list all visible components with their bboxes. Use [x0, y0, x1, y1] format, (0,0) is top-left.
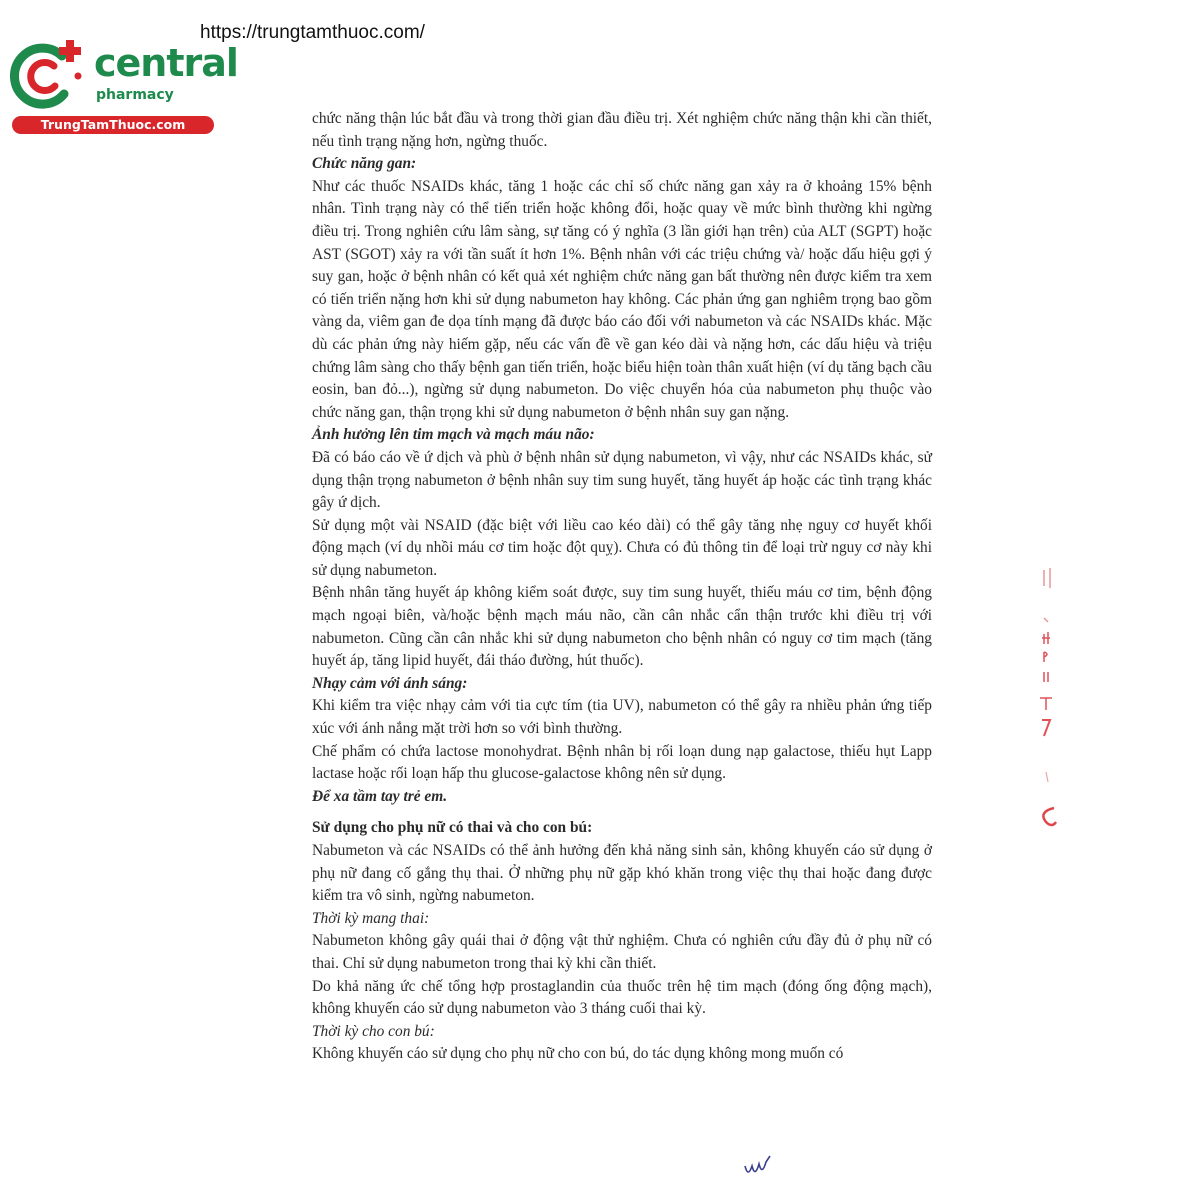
heading-photosensitivity: Nhạy cảm với ánh sáng: [312, 674, 468, 692]
paragraph-cardio-1: Đã có báo cáo về ứ dịch và phù ở bệnh nhân sử dụng nabumeton, vì vậy, như các NSAIDs khác, sử dụng thận trọng nabumeton ở bệnh nhân suy tim sung huyết, tăng huyết áp hoặc các tình trạng khác gây ứ dịch. [312, 448, 932, 512]
logo-banner: TrungTamThuoc.com [12, 116, 214, 134]
paragraph-pregnancy-1: Nabumeton và các NSAIDs có thể ảnh hưởng đến khả năng sinh sản, không khuyến cáo sử dụng ở phụ nữ đang cố gắng thụ thai. Ở những phụ nữ gặp khó khăn trong việc thụ thai hoặc đang được kiểm tra vô sinh, ngừng nabumeton. [312, 842, 932, 905]
paragraph-lactose: Chế phẩm có chứa lactose monohydrat. Bệnh nhân bị rối loạn dung nạp galactose, thiếu hụt Lapp lactase hoặc rối loạn hấp thu glucose-galactose không nên sử dụng. [312, 742, 932, 783]
paragraph-lactation: Không khuyến cáo sử dụng cho phụ nữ cho con bú, do tác dụng không mong muốn có [312, 1045, 844, 1063]
section-gap [312, 808, 932, 817]
pharmacy-c-cross-icon [8, 36, 92, 116]
heading-cardiovascular: Ảnh hưởng lên tim mạch và mạch máu não: [312, 426, 595, 444]
source-url[interactable]: https://trungtamthuoc.com/ [200, 22, 425, 43]
paragraph-pregnancy-3: Do khả năng ức chế tổng hợp prostaglandin của thuốc trên hệ tim mạch (đóng ống động mạch), không khuyến cáo sử dụng nabumeton vào 3 tháng cuối thai kỳ. [312, 977, 932, 1018]
heading-liver-function: Chức năng gan: [312, 155, 417, 173]
paragraph-pregnancy-2: Nabumeton không gây quái thai ở động vật thử nghiệm. Chưa có nghiên cứu đầy đủ ở phụ nữ có thai. Chỉ sử dụng nabumeton trong thai kỳ khi cần thiết. [312, 932, 932, 972]
central-pharmacy-logo[interactable] [8, 36, 238, 136]
heading-keep-away-children: Để xa tầm tay trẻ em. [312, 787, 448, 805]
logo-sub-text: pharmacy [96, 87, 174, 103]
paragraph-photosensitivity: Khi kiểm tra việc nhạy cảm với tia cực tím (tia UV), nabumeton có thể gây ra nhiều phản ứng tiếp xúc với ánh nắng mặt trời hơn so với bình thường. [312, 697, 932, 738]
subheading-pregnancy-period: Thời kỳ mang thai: [312, 909, 430, 927]
document-body [312, 108, 932, 1066]
paragraph-liver-function: Như các thuốc NSAIDs khác, tăng 1 hoặc các chỉ số chức năng gan xảy ra ở khoảng 15% bệnh nhân. Tình trạng này có thể tiến triển hoặc không đổi, hoặc quay về mức bình thường khi ngừng điều trị. Trong nghiên cứu lâm sàng, sự tăng có ý nghĩa (3 lần giới hạn trên) của ALT (SGPT) hoặc AST (SGOT) xảy ra với tần suất ít hơn 1%. Bệnh nhân với các triệu chứng và/ hoặc dấu hiệu gợi ý suy gan, hoặc ở bệnh nhân có kết quả xét nghiệm chức năng gan bất thường nên được kiểm tra xem có tiến triển nặng hơn khi sử dụng nabumeton hay không. Các phản ứng gan nghiêm trọng bao gồm vàng da, viêm gan đe dọa tính mạng đã được báo cáo đối với nabumeton và các NSAIDs khác. Mặc dù các phản ứng này hiếm gặp, nếu các vấn đề về gan kéo dài và nặng hơn, các dấu hiệu và triệu chứng lâm sàng cho thấy bệnh gan tiến triển, hoặc biểu hiện toàn thân xuất hiện (ví dụ tăng bạch cầu eosin, ban đỏ...), ngừng sử dụng nabumeton. Do việc chuyển hóa của nabumeton phụ thuộc vào chức năng gan, thận trọng khi sử dụng nabumeton ở bệnh nhân suy gan nặng. [312, 177, 932, 421]
paragraph-kidney-end: chức năng thận lúc bắt đầu và trong thời gian đầu điều trị. Xét nghiệm chức năng thận khi cần thiết, nếu tình trạng nặng hơn, ngừng thuốc. [312, 110, 932, 150]
paragraph-cardio-3: Bệnh nhân tăng huyết áp không kiểm soát được, suy tim sung huyết, thiếu máu cơ tim, bệnh động mạch ngoại biên, và/hoặc bệnh mạch máu não, cần cân nhắc cẩn thận trước khi điều trị với nabumeton. Cũng cần cân nhắc khi sử dụng nabumeton cho bệnh nhân có nguy cơ tim mạch (tăng huyết áp, tăng lipid huyết, đái tháo đường, hút thuốc). [312, 584, 932, 670]
partial-stamp-mark [1036, 560, 1066, 840]
signature-mark [742, 1152, 778, 1182]
heading-pregnancy-lactation: Sử dụng cho phụ nữ có thai và cho con bú: [312, 819, 593, 837]
paragraph-cardio-2: Sử dụng một vài NSAID (đặc biệt với liều cao kéo dài) có thể gây tăng nhẹ nguy cơ huyết khối động mạch (ví dụ nhồi máu cơ tim hoặc đột quỵ). Chưa có đủ thông tin để loại trừ nguy cơ này khi sử dụng nabumeton. [312, 516, 932, 579]
logo-brand-text: central [94, 41, 238, 85]
subheading-lactation-period: Thời kỳ cho con bú: [312, 1022, 435, 1040]
